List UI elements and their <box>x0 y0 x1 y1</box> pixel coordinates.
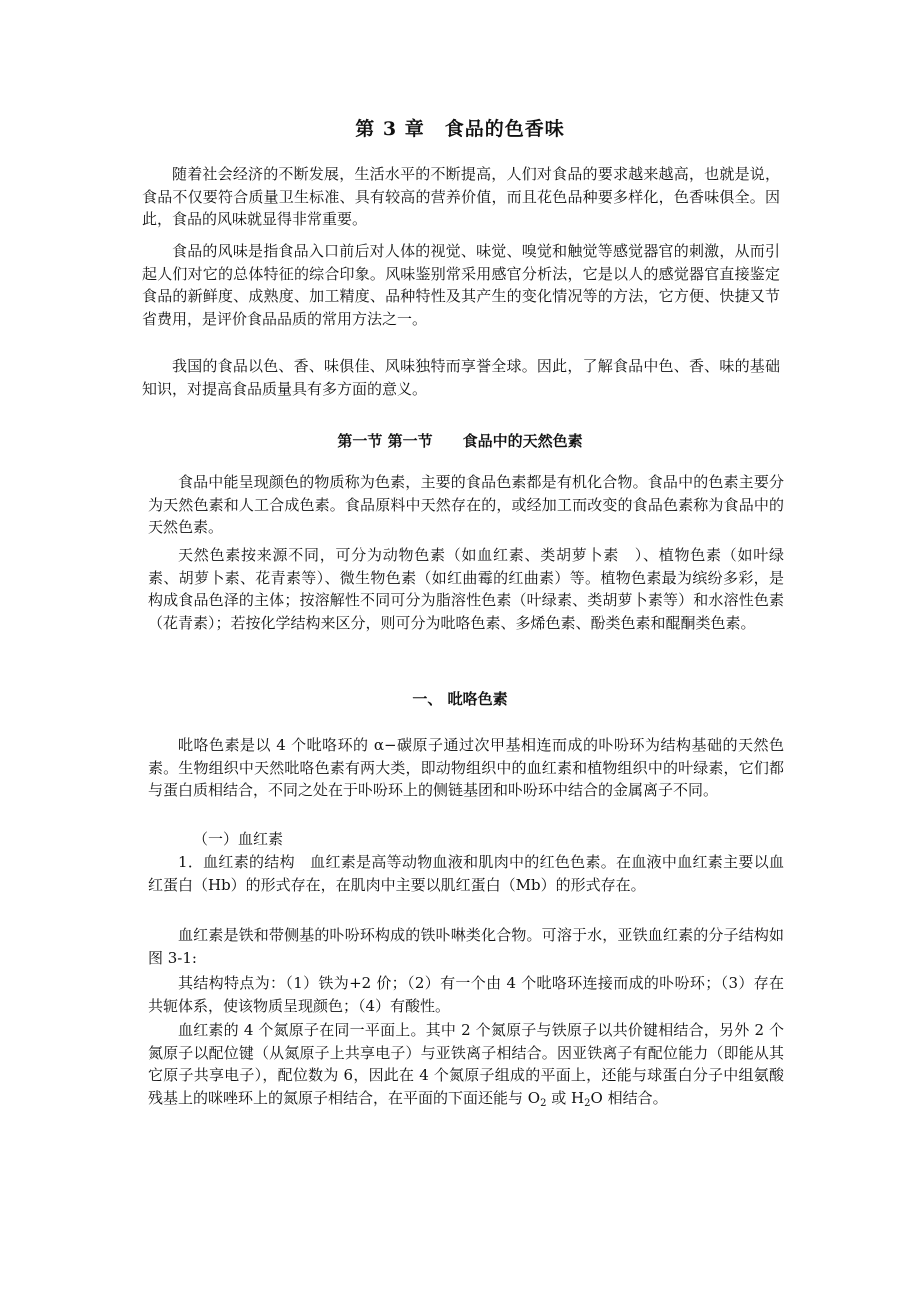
section-title: 第一节 第一节 食品中的天然色素 <box>337 432 583 450</box>
heme-structure-paragraph: 1．血红素的结构 血红素是高等动物血液和肌肉中的红色色素。在血液中血红素主要以血红蛋白（Hb）的形式存在，在肌肉中主要以肌红蛋白（Mb）的形式存在。 <box>148 853 784 894</box>
oxygen-formula: $O_2$ <box>527 1088 547 1109</box>
heme-features-paragraph: 其结构特点为：（1）铁为+2 价；（2）有一个由 4 个吡咯环连接而成的卟吩环；（3）存在共轭体系，使该物质呈现颜色；（4）有酸性。 <box>148 974 784 1015</box>
intro-paragraph-3: 我国的食品以色、香、味俱佳、风味独特而享誉全球。因此，了解食品中色、香、味的基础知识，对提高食品质量具有多方面的意义。 <box>142 357 780 398</box>
intro-paragraph-1: 随着社会经济的不断发展，生活水平的不断提高，人们对食品的要求越来越高，也就是说，食品不仅要符合质量卫生标准、具有较高的营养价值，而且花色品种要多样化，色香味俱全。因此，食品的风味就显得非常重要。 <box>142 165 780 228</box>
heme-nitrogen-paragraph: 血红素的 4 个氮原子在同一平面上。其中 2 个氮原子与铁原子以共价键相结合，另外 2 个氮原子以配位键（从氮原子上共享电子）与亚铁离子相结合。因亚铁离子有配位能力（即能从其它原子共享电子），配位数为 6，因此在 4 个氮原子组成的平面上，还能与球蛋白分子中组氨酸残基上的咪唑环上的氮原子相结合，在平面的下面还能与 $O_2$ 或 $H_2O$ 相结合。 <box>148 1021 784 1109</box>
pyrrole-paragraph: 吡咯色素是以 4 个吡咯环的 α−碳原子通过次甲基相连而成的卟吩环为结构基础的天然色素。生物组织中天然吡咯色素有两大类，即动物组织中的血红素和植物组织中的叶绿素，它们都与蛋白质相结合，不同之处在于卟吩环上的侧链基团和卟吩环中结合的金属离子不同。 <box>148 736 784 799</box>
water-formula: $H_2O$ <box>571 1088 603 1109</box>
nitrogen-text: 血红素的 4 个氮原子在同一平面上。其中 2 个氮原子与铁原子以共价键相结合，另外 2 个氮原子以配位键（从氮原子上共享电子）与亚铁离子相结合。因亚铁离子有配位能力（即能从其它原子共享电子），配位数为 6，因此在 4 个氮原子组成的平面上，还能与球蛋白分子中组氨酸残基上的咪唑环上的氮原子相结合，在平面的下面还能与 <box>148 1021 784 1107</box>
section-paragraph-1: 食品中能呈现颜色的物质称为色素，主要的食品色素都是有机化合物。食品中的色素主要分为天然色素和人工合成色素。食品原料中天然存在的，或经加工而改变的食品色素称为食品中的天然色素。 <box>148 473 784 536</box>
chapter-title: 第 3 章 食品的色香味 <box>355 118 565 140</box>
intro-paragraph-2: 食品的风味是指食品入口前后对人体的视觉、味觉、嗅觉和触觉等感觉器官的刺激，从而引起人们对它的总体特征的综合印象。风味鉴别常采用感官分析法，它是以人的感觉器官直接鉴定食品的新鲜度、成熟度、加工精度、品种特性及其产生的变化情况等的方法，它方便、快捷又节省费用，是评价食品品质的常用方法之一。 <box>142 242 780 328</box>
section-paragraph-2: 天然色素按来源不同，可分为动物色素（如血红素、类胡萝卜素 ）、植物色素（如叶绿素、胡萝卜素、花青素等）、微生物色素（如红曲霉的红曲素）等。植物色素最为缤纷多彩，是构成食品色泽的主体；按溶解性不同可分为脂溶性色素（叶绿素、类胡萝卜素等）和水溶性色素（花青素）；若按化学结构来区分，则可分为吡咯色素、多烯色素、酚类色素和醌酮类色素。 <box>148 546 784 632</box>
subsection-title: 一、 吡咯色素 <box>412 690 508 708</box>
heme-composition-paragraph: 血红素是铁和带侧基的卟吩环构成的铁卟啉类化合物。可溶于水，亚铁血红素的分子结构如图 3-1: <box>148 926 784 967</box>
heme-heading: （一）血红素 <box>193 830 284 848</box>
